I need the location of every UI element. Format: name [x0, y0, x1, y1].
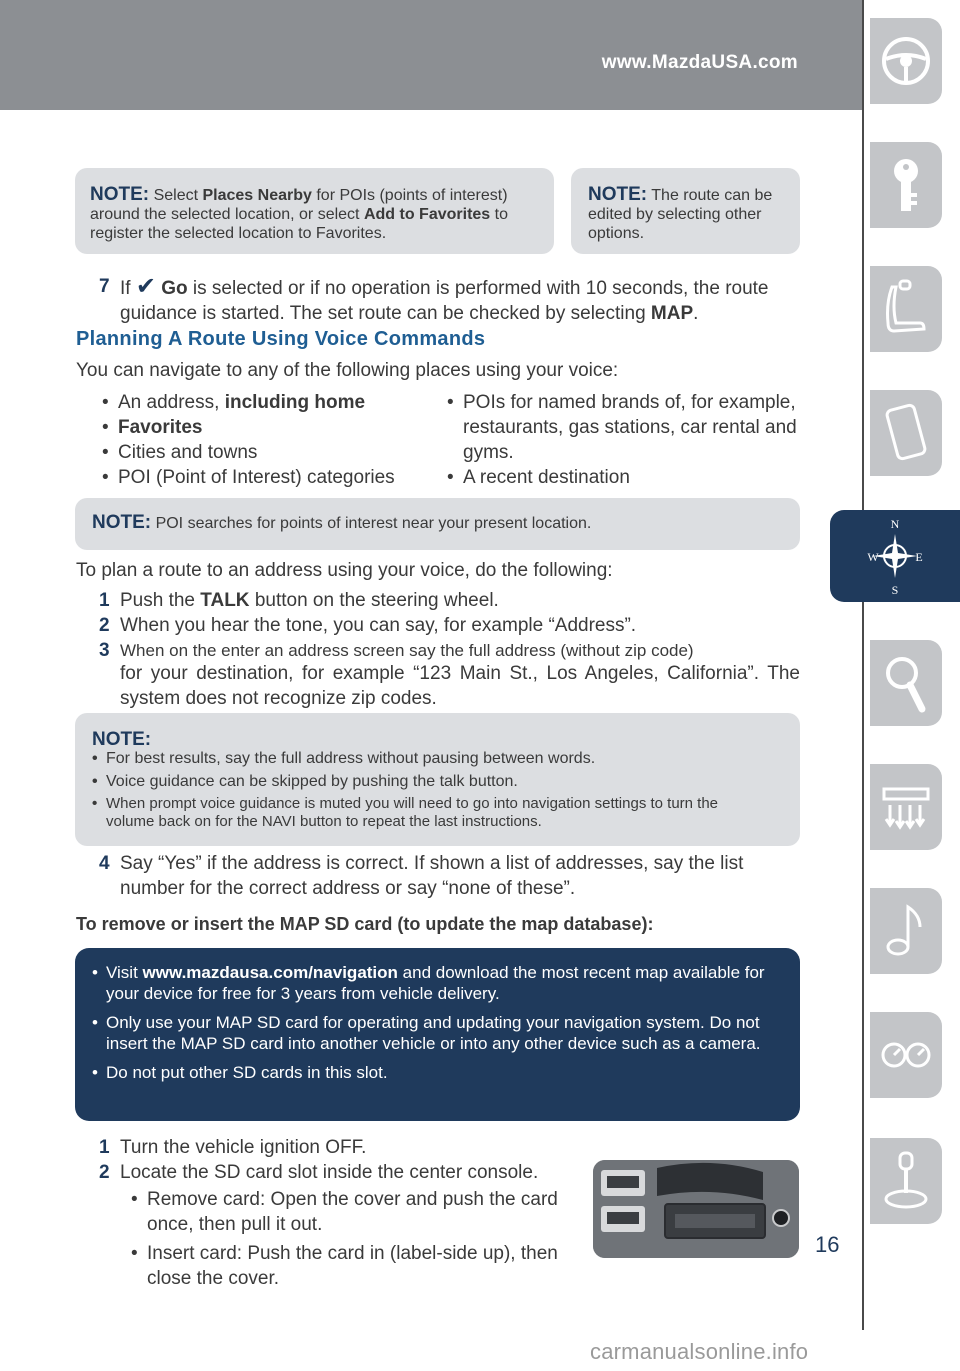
list-item: • Remove card: Open the cover and push the card once, then pull it out. [131, 1189, 558, 1235]
phone-icon [880, 401, 932, 465]
magnifier-icon [880, 651, 932, 715]
go-term: Go [161, 278, 188, 299]
site-url[interactable]: www.MazdaUSA.com [601, 52, 798, 73]
sd-step-2: Locate the SD card slot inside the center console. [120, 1162, 539, 1183]
list-item: • Cities and towns [102, 442, 258, 463]
gear-shifter-icon [880, 1149, 932, 1213]
note-text: POI searches for points of interest near your present location. [155, 515, 592, 532]
note-label: NOTE: [92, 512, 152, 533]
sidebar-tab-driving[interactable] [870, 18, 942, 104]
note-label: NOTE: [92, 729, 152, 750]
list-item: • An address, including home [102, 392, 366, 413]
music-note-icon [880, 899, 932, 963]
checkmark-icon: ✔ [135, 273, 156, 300]
list-item: • A recent destination [447, 467, 630, 488]
step-text: If [120, 278, 131, 299]
sd-substeps [127, 1187, 567, 1291]
list-item: • For best results, say the full address without pausing between words. [92, 750, 596, 767]
sidebar-tab-gauges[interactable] [870, 1012, 942, 1098]
step-number: 1 [99, 590, 110, 611]
plan-intro: To plan a route to an address using your voice, do the following: [76, 560, 613, 581]
add-to-favorites-term: Add to Favorites [363, 206, 491, 223]
map-term: MAP [650, 303, 694, 324]
step-7-text [120, 274, 805, 326]
list-item: • POI (Point of Interest) categories [102, 467, 395, 488]
sd-card-info-box [75, 948, 800, 1121]
step-number: 2 [99, 615, 110, 636]
list-item: • Only use your MAP SD card for operating and updating your navigation system. Do not insert the MAP SD card into another vehicle or into any other device such as a camera. [92, 1013, 761, 1053]
note-text: to register the selected location to Favorites. [90, 206, 508, 242]
key-icon [880, 153, 932, 217]
sd-card-heading: To remove or insert the MAP SD card (to update the map database): [76, 914, 654, 934]
sd-card-slot-photo [593, 1160, 799, 1258]
seat-icon [880, 277, 932, 341]
note-label: NOTE: [588, 184, 648, 205]
svg-text:S: S [891, 583, 899, 596]
climate-icon [880, 775, 932, 839]
step-text: . [693, 303, 699, 324]
voice-step-1: Push the TALK button on the steering wheel. [120, 590, 499, 611]
step-number: 3 [99, 640, 110, 661]
sidebar-tab-keys[interactable] [870, 142, 942, 228]
places-nearby-term: Places Nearby [202, 187, 312, 204]
note-text: for POIs (points of interest) around the selected location, or select [90, 187, 508, 223]
voice-step-4: Say “Yes” if the address is correct. If shown a list of addresses, say the list number for the correct address or say “none of these”. [120, 853, 744, 899]
section-heading: Planning A Route Using Voice Commands [76, 328, 486, 350]
list-item: • Visit www.mazdausa.com/navigation and download the most recent map available for your device for free for 3 years from vehicle delivery. [92, 963, 765, 1003]
voice-step-2: When you hear the tone, you can say, for example “Address”. [120, 615, 637, 636]
navigation-link[interactable]: www.mazdausa.com/navigation [142, 963, 398, 982]
list-item: • Voice guidance can be skipped by pushing the talk button. [92, 773, 518, 790]
step-number: 1 [99, 1137, 110, 1158]
sidebar-tab-transmission[interactable] [870, 1138, 942, 1224]
list-item: • Insert card: Push the card in (label-side up), then close the cover. [131, 1243, 558, 1289]
voice-step-3-line2: for your destination, for example “123 Main St., Los Angeles, California”. The system does not recognize zip codes. [120, 663, 800, 709]
voice-destinations-list [98, 390, 428, 490]
talk-term: TALK [200, 590, 250, 611]
voice-destinations-list-2 [443, 390, 798, 490]
note-text: The route can be edited by selecting other options. [588, 187, 773, 242]
list-item: • Favorites [102, 417, 203, 438]
sidebar-tab-audio[interactable] [870, 888, 942, 974]
svg-text:E: E [915, 550, 923, 564]
step-number: 4 [99, 853, 110, 874]
sd-step-1: Turn the vehicle ignition OFF. [120, 1137, 367, 1158]
intro-text: You can navigate to any of the following places using your voice: [76, 360, 619, 381]
page-header [0, 0, 862, 110]
page-number: 16 [815, 1232, 840, 1257]
list-item: • Do not put other SD cards in this slot. [92, 1063, 388, 1082]
step-text: is selected or if no operation is performed with 10 seconds, the route guidance is started. The set route can be checked by selecting [120, 278, 769, 324]
note-route-edit [571, 168, 800, 254]
note-text: Select [153, 187, 199, 204]
note-places-nearby [75, 168, 554, 254]
note-poi-search [75, 498, 800, 550]
list-item: • When prompt voice guidance is muted you will need to go into navigation settings to turn the volume back on for the NAVI button to repeat the last instructions. [92, 795, 719, 830]
sidebar-divider [862, 0, 864, 1330]
step-number: 7 [99, 276, 110, 297]
sidebar-tab-climate[interactable] [870, 764, 942, 850]
svg-text:W: W [867, 550, 879, 564]
gauges-icon [880, 1023, 932, 1087]
steering-wheel-icon [880, 29, 932, 93]
sidebar-tab-search[interactable] [870, 640, 942, 726]
list-item: • POIs for named brands of, for example, restaurants, gas stations, car rental and gyms. [447, 392, 797, 463]
sidebar-tab-navigation[interactable] [830, 510, 960, 602]
note-label: NOTE: [90, 184, 150, 205]
watermark: carmanualsonline.info [590, 1339, 809, 1364]
voice-step-3-line1: When on the enter an address screen say the full address (without zip code) [120, 641, 694, 660]
note-voice-tips [75, 713, 800, 846]
sidebar-tab-seats[interactable] [870, 266, 942, 352]
step-number: 2 [99, 1162, 110, 1183]
svg-text:N: N [890, 517, 900, 531]
sidebar-tab-phone[interactable] [870, 390, 942, 476]
compass-icon [867, 516, 923, 596]
